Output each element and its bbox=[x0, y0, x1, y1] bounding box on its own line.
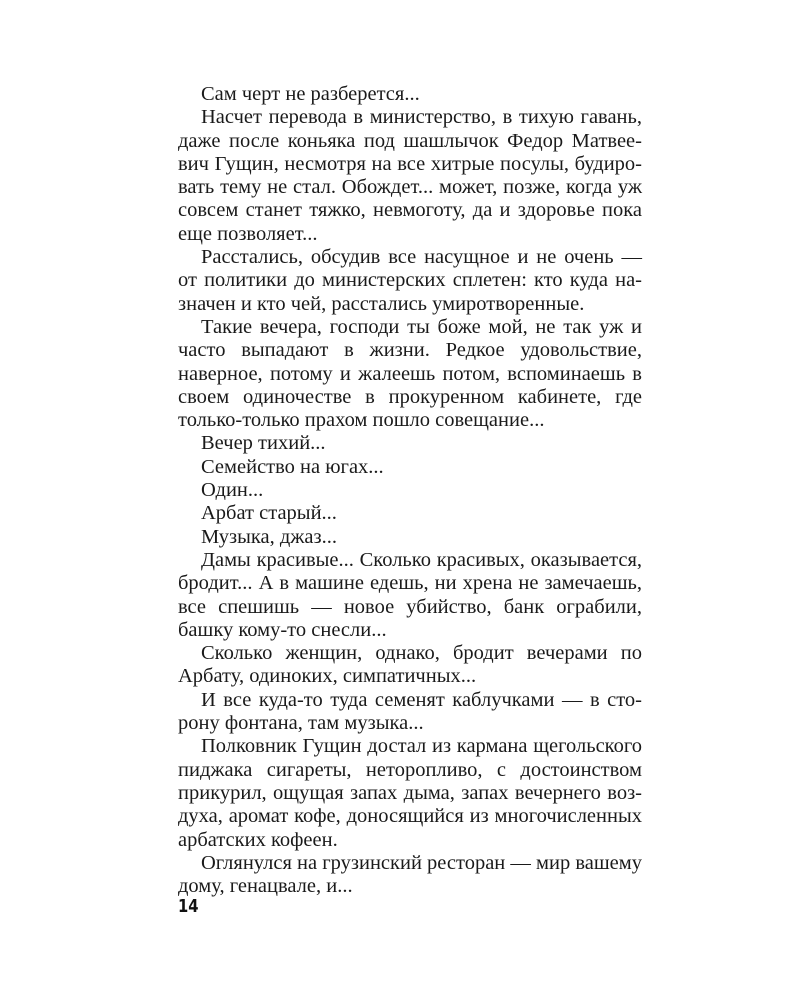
paragraph-1: Сам черт не разберется... bbox=[201, 83, 420, 105]
paragraph-11: Сколько женщин, однако, бродит вечерами по Арбату, одиноких, симпатичных... bbox=[178, 642, 642, 688]
paragraph-10: Дамы красивые... Сколько красивых, оказывается, бродит... А в машине едешь, ни хрена не замечаешь, все спешишь — новое убийство, банк ограбили, башку кому-то снесли... bbox=[178, 548, 642, 641]
paragraph-9: Музыка, джаз... bbox=[201, 525, 338, 548]
paragraph-3: Расстались, обсудив все насущное и не очень — от политики до министерских сплетен: кто куда назначен и кто чей, расстались умиротворенные. bbox=[178, 246, 642, 315]
page-number: 14 bbox=[178, 896, 199, 917]
body-text bbox=[178, 83, 642, 898]
paragraph-12: И все куда-то туда семенят каблучками — в сторону фонтана, там музыка... bbox=[178, 688, 642, 735]
paragraph-6: Семейство на югах... bbox=[201, 455, 384, 478]
paragraph-7: Один... bbox=[201, 479, 264, 502]
paragraph-13: Полковник Гущин достал из кармана щегольского пиджака сигареты, неторопливо, с достоинством прикурил, ощущая запах дыма, запах вечернего воздуха, аромат кофе, доносящийся из многочисленных арбатских кофеен. bbox=[178, 735, 642, 851]
paragraph-2: Насчет перевода в министерство, в тихую гавань, даже после коньяка под шашлычок Федор Матвеевич Гущин, несмотря на все хитрые посулы, будировать тему не стал. Обождет... может, позже, когда уж совсем станет тяжко, невмоготу, да и здоровье пока еще позволяет... bbox=[178, 106, 642, 245]
paragraph-4: Такие вечера, господи ты боже мой, не так уж и часто выпадают в жизни. Редкое удовольствие, наверное, потому и жалеешь потом, вспоминаешь в своем одиночестве в прокуренном кабинете, где только-только прахом пошло совещание... bbox=[178, 315, 642, 432]
paragraph-8: Арбат старый... bbox=[201, 502, 337, 525]
paragraph-5: Вечер тихий... bbox=[201, 432, 326, 455]
paragraph-14: Оглянулся на грузинский ресторан — мир вашему дому, генацвале, и... bbox=[178, 851, 642, 898]
